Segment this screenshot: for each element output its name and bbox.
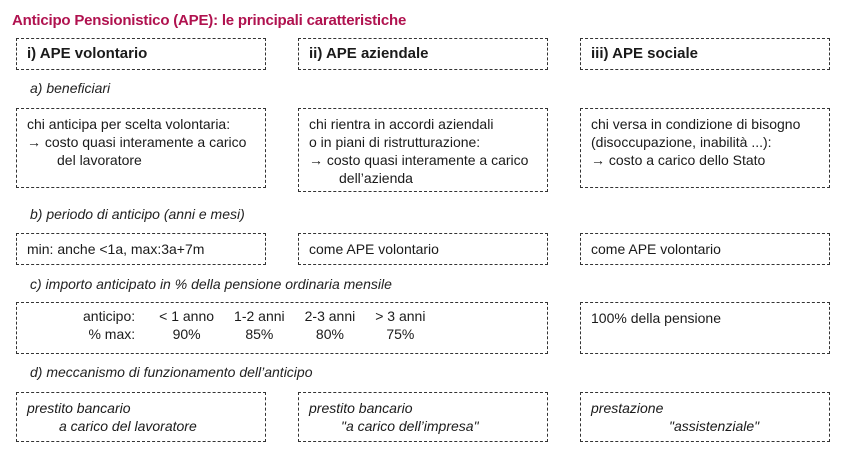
header-ape-sociale (580, 38, 830, 70)
periodo-volontario (16, 233, 266, 265)
header-label: i) APE volontario (27, 45, 148, 62)
table-cell: 1-2 anni (234, 308, 285, 324)
beneficiari-volontario (16, 108, 266, 188)
section-periodo: b) periodo di anticipo (anni e mesi) (30, 206, 245, 222)
table-cell: 2-3 anni (304, 308, 356, 324)
text-line: come APE volontario (309, 241, 439, 257)
text-line: (disoccupazione, inabilità ...): (591, 134, 772, 150)
importo-sociale (580, 302, 830, 354)
text-line: o in piani di ristrutturazione: (309, 134, 481, 150)
text-line: prestito bancario (309, 400, 413, 416)
text-line: → costo quasi interamente a carico (309, 152, 529, 168)
table-cell: > 3 anni (375, 308, 426, 324)
text-line: prestito bancario (27, 400, 131, 416)
header-ape-aziendale (298, 38, 548, 70)
importo-table-box (16, 302, 548, 354)
text-line: 100% della pensione (591, 310, 721, 326)
table-cell: < 1 anno (159, 308, 215, 324)
table-cell: 75% (386, 326, 415, 342)
section-meccanismo: d) meccanismo di funzionamento dell’anticipo (30, 364, 313, 380)
text-line: dell’azienda (339, 170, 413, 186)
text-line: del lavoratore (57, 152, 142, 168)
table-cell: 90% (172, 326, 201, 342)
text-line: "assistenziale" (669, 418, 760, 434)
row-label: anticipo: (83, 308, 136, 324)
section-beneficiari: a) beneficiari (30, 80, 111, 96)
text-line: chi rientra in accordi aziendali (309, 116, 494, 132)
text-line: prestazione (591, 400, 664, 416)
periodo-sociale (580, 233, 830, 265)
meccanismo-sociale (580, 392, 830, 442)
page-title: Anticipo Pensionistico (APE): le principali caratteristiche (12, 12, 407, 29)
header-ape-volontario (16, 38, 266, 70)
table-cell: 80% (315, 326, 344, 342)
text-line: "a carico dell’impresa" (341, 418, 479, 434)
text-line: a carico del lavoratore (59, 418, 197, 434)
beneficiari-aziendale (298, 108, 548, 192)
table-row (73, 325, 435, 343)
text-line: chi anticipa per scelta volontaria: (27, 116, 231, 132)
beneficiari-sociale (580, 108, 830, 188)
meccanismo-volontario (16, 392, 266, 442)
table-row (73, 307, 435, 325)
text-line: come APE volontario (591, 241, 721, 257)
table-cell: 85% (245, 326, 274, 342)
text-line: min: anche <1a, max:3a+7m (27, 241, 205, 257)
header-label: ii) APE aziendale (309, 45, 429, 62)
meccanismo-aziendale (298, 392, 548, 442)
section-importo: c) importo anticipato in % della pensione ordinaria mensile (30, 276, 392, 292)
text-line: → costo quasi interamente a carico (27, 134, 247, 150)
text-line: → costo a carico dello Stato (591, 152, 766, 168)
importo-table (73, 307, 435, 343)
row-label: % max: (88, 326, 136, 342)
text-line: chi versa in condizione di bisogno (591, 116, 801, 132)
periodo-aziendale (298, 233, 548, 265)
header-label: iii) APE sociale (591, 45, 698, 62)
